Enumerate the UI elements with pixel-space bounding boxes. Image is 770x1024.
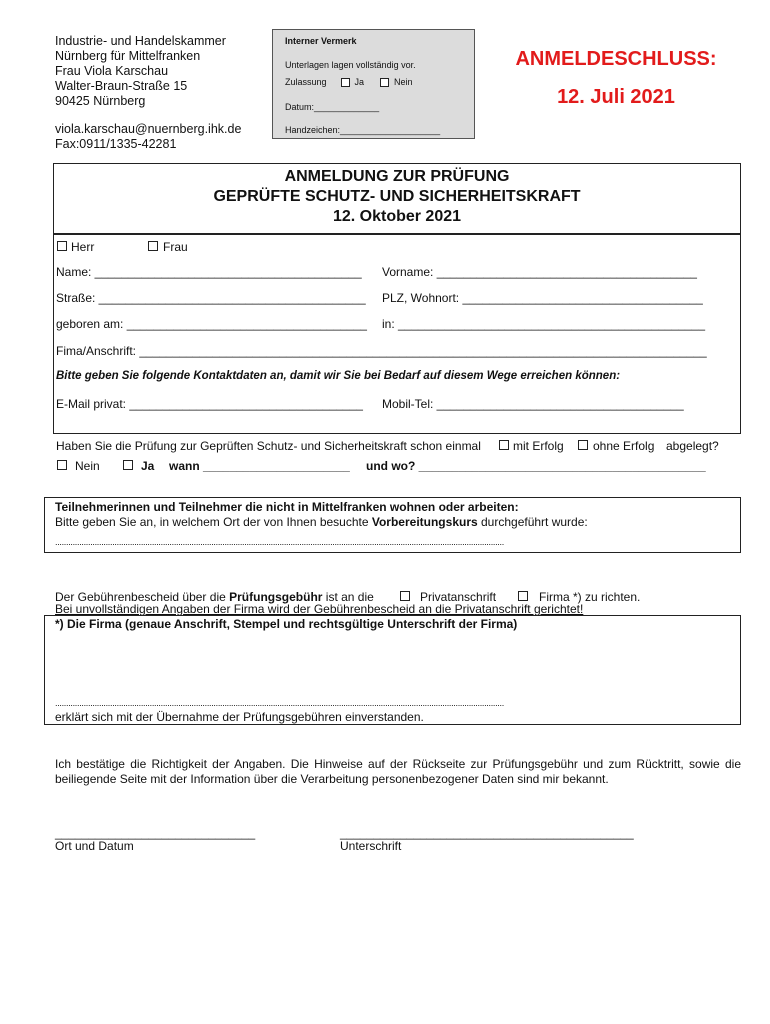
signature-label: Unterschrift: [340, 839, 402, 853]
fee-text-end: ist an die: [322, 590, 374, 604]
sender-line: Frau Viola Karschau: [55, 64, 169, 78]
first-name-field[interactable]: Vorname: _______________________________________: [382, 265, 697, 279]
exam-where-field[interactable]: und wo? ___________________________________________: [366, 459, 706, 473]
sender-fax: Fax:0911/1335-42281: [55, 137, 177, 151]
incomplete-company-note: Bei unvollständigen Angaben der Firma wird der Gebührenbescheid an die Privatanschrift gerichtet!: [55, 602, 584, 616]
postcode-city-field[interactable]: PLZ, Wohnort: ____________________________________: [382, 291, 703, 305]
admission-yes-checkbox[interactable]: [341, 78, 350, 87]
previous-exam-question: Haben Sie die Prüfung zur Geprüften Schutz- und Sicherheitskraft schon einmal: [56, 439, 481, 453]
prep-course-bold: Vorbereitungskurs: [371, 515, 478, 529]
without-success-label: ohne Erfolg: [593, 439, 655, 453]
form-title-date: 12. Oktober 2021: [332, 208, 462, 225]
name-field[interactable]: Name: ________________________________________: [56, 265, 362, 279]
sender-address: [55, 34, 241, 152]
form-title-box: [53, 163, 741, 234]
sender-line: Industrie- und Handelskammer: [55, 34, 226, 48]
company-checkbox[interactable]: [518, 591, 528, 601]
internal-note-date: Datum:_____________: [285, 102, 380, 112]
salutation-frau-label: Frau: [163, 240, 188, 254]
private-email-field[interactable]: E-Mail privat: ___________________________________: [56, 397, 363, 411]
birth-date-field[interactable]: geboren am: ____________________________________: [56, 317, 367, 331]
company-details-box: [44, 615, 741, 725]
with-success-label: mit Erfolg: [513, 439, 564, 453]
company-details-field[interactable]: ............................................................................................................................................................................................................: [55, 698, 504, 708]
exam-yes-label: Ja: [141, 459, 155, 473]
form-title-line1: ANMELDUNG ZUR PRÜFUNG: [284, 168, 510, 185]
admission-no-checkbox[interactable]: [380, 78, 389, 87]
salutation-frau-checkbox[interactable]: [148, 241, 158, 251]
admission-yes-label: Ja: [354, 77, 365, 87]
confirmation-text: Ich bestätige die Richtigkeit der Angaben. Die Hinweise auf der Rückseite zur Prüfungsgebühr und zum Rücktritt, sowie die beiliegende Seite mit der Information über die Verarbeitung personenbezogener Daten sind mir bekannt.: [55, 757, 741, 786]
prep-course-instruction: [55, 515, 588, 529]
fee-bold: Prüfungsgebühr: [229, 590, 323, 604]
exam-when-field[interactable]: wann ______________________: [169, 459, 350, 473]
place-date-label: Ort und Datum: [55, 839, 134, 853]
internal-note-admission: [285, 77, 413, 87]
form-title-line2: GEPRÜFTE SCHUTZ- UND SICHERHEITSKRAFT: [213, 188, 581, 205]
admission-no-label: Nein: [394, 77, 413, 87]
private-address-label: Privatanschrift: [420, 590, 497, 604]
sender-line: Walter-Braun-Straße 15: [55, 79, 188, 93]
company-address-field[interactable]: Fima/Anschrift: _____________________________________________________________________________________: [56, 344, 707, 358]
sender-line: Nürnberg für Mittelfranken: [55, 49, 201, 63]
internal-note-box: [272, 29, 475, 139]
deadline-date: 12. Juli 2021: [557, 86, 675, 108]
outside-region-heading: Teilnehmerinnen und Teilnehmer die nicht in Mittelfranken wohnen oder arbeiten:: [55, 500, 519, 514]
signature-line[interactable]: ____________________________________________: [340, 826, 634, 840]
company-details-heading: *) Die Firma (genaue Anschrift, Stempel und rechtsgültige Unterschrift der Firma): [55, 617, 518, 631]
salutation-herr-checkbox[interactable]: [57, 241, 67, 251]
company-label: Firma *) zu richten.: [539, 590, 641, 604]
with-success-checkbox[interactable]: [499, 440, 509, 450]
birth-place-field[interactable]: in: ______________________________________________: [382, 317, 706, 331]
prep-course-text-end: durchgeführt wurde:: [477, 515, 588, 529]
taken-label: abgelegt?: [666, 439, 719, 453]
fee-acceptance-text: erklärt sich mit der Übernahme der Prüfungsgebühren einverstanden.: [55, 710, 424, 724]
exam-no-checkbox[interactable]: [57, 460, 67, 470]
deadline-label: ANMELDESCHLUSS:: [515, 48, 717, 70]
place-date-line[interactable]: ______________________________: [55, 826, 256, 840]
street-field[interactable]: Straße: ________________________________________: [56, 291, 366, 305]
admission-label: Zulassung: [285, 77, 327, 87]
exam-yes-checkbox[interactable]: [123, 460, 133, 470]
internal-note-complete: Unterlagen lagen vollständig vor.: [285, 60, 416, 70]
sender-email: viola.karschau@nuernberg.ihk.de: [55, 122, 242, 136]
salutation-herr-label: Herr: [71, 240, 95, 254]
sender-line: 90425 Nürnberg: [55, 94, 146, 108]
internal-note-title: Interner Vermerk: [285, 36, 357, 46]
mobile-phone-field[interactable]: Mobil-Tel: _____________________________________: [382, 397, 684, 411]
without-success-checkbox[interactable]: [578, 440, 588, 450]
prep-course-text: Bitte geben Sie an, in welchem Ort der von Ihnen besuchte: [55, 515, 372, 529]
fee-text: Der Gebührenbescheid über die: [55, 590, 230, 604]
private-address-checkbox[interactable]: [400, 591, 410, 601]
internal-note-initials: Handzeichen:____________________: [285, 125, 441, 135]
prep-course-location-field[interactable]: ............................................................................................................................................................................................................: [55, 537, 504, 547]
contact-hint: Bitte geben Sie folgende Kontaktdaten an, damit wir Sie bei Bedarf auf diesem Wege erreichen können:: [56, 370, 621, 382]
exam-no-label: Nein: [75, 459, 100, 473]
